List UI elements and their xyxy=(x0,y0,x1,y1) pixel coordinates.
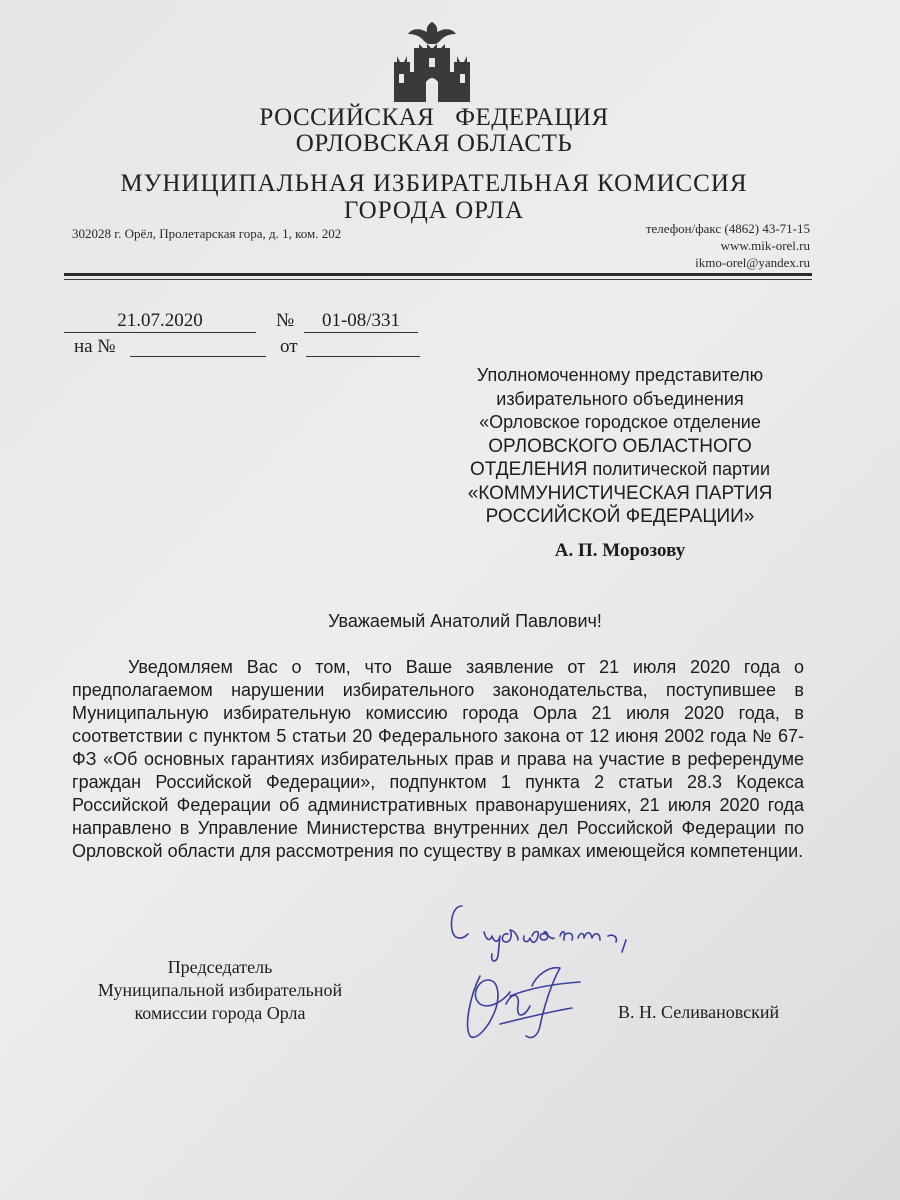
contact-website: www.mik-orel.ru xyxy=(720,238,810,253)
recipient-name: А. П. Морозову xyxy=(554,540,686,561)
letterhead-country: РОССИЙСКАЯ ФЕДЕРАЦИЯ xyxy=(259,104,609,131)
recipient-block xyxy=(440,364,800,529)
letterhead-contacts xyxy=(646,220,810,271)
from-label: от xyxy=(280,336,298,357)
recipient-line: РОССИЙСКОЙ ФЕДЕРАЦИИ» xyxy=(485,506,755,527)
signer-title xyxy=(70,956,370,1025)
recipient-line: ОРЛОВСКОГО ОБЛАСТНОГО xyxy=(488,435,752,457)
coat-of-arms-icon xyxy=(388,18,476,104)
registration-date: 21.07.2020 xyxy=(64,310,256,333)
recipient-line xyxy=(440,458,800,482)
recipient-line: избирательного объединения xyxy=(496,388,744,409)
from-blank xyxy=(306,336,420,357)
letterhead-city: ГОРОДА ОРЛА xyxy=(343,197,525,224)
letter-body: Уведомляем Вас о том, что Ваше заявление от 21 июля 2020 года о предполагаемом нарушении избирательного законодательства, поступившее в Муниципальную избирательную комиссию города Орла 21 июля 2020 года, в соответствии с пунктом 5 статьи 20 Федерального закона от 12 июня 2002 года № 67-ФЗ «Об основных гарантиях избирательных прав и права на участие в референдуме граждан Российской Федерации», подпунктом 1 пункта 2 статьи 28.3 Кодекса Российской Федерации об административных правонарушениях, 21 июля 2020 года направлено в Управление Министерства внутренних дел Российской Федерации по Орловской области для рассмотрения по существу в рамках имеющейся компетенции. xyxy=(72,657,804,861)
contact-phone: телефон/факс (4862) 43-71-15 xyxy=(645,221,810,236)
recipient-line: «Орловское городское отделение xyxy=(479,412,761,432)
reply-to-label: на № xyxy=(74,336,116,357)
letterhead-region: ОРЛОВСКАЯ ОБЛАСТЬ xyxy=(295,130,573,157)
letterhead-divider-thick xyxy=(64,273,812,276)
contact-email: ikmo-orel@yandex.ru xyxy=(695,255,810,270)
signer-title-line: Председатель xyxy=(167,957,273,977)
recipient-line-rest: политической партии xyxy=(587,459,771,479)
signer-title-line: комиссии города Орла xyxy=(134,1003,306,1023)
registration-number-symbol: № xyxy=(276,310,295,331)
handwritten-signature xyxy=(440,896,670,1056)
letterhead-commission: МУНИЦИПАЛЬНАЯ ИЗБИРАТЕЛЬНАЯ КОМИССИЯ xyxy=(120,170,748,197)
recipient-line-caps: ОТДЕЛЕНИЯ xyxy=(469,459,588,480)
salutation: Уважаемый Анатолий Павлович! xyxy=(328,611,602,631)
reply-to-blank xyxy=(130,336,266,357)
letterhead-address: 302028 г. Орёл, Пролетарская гора, д. 1, ком. 202 xyxy=(72,226,342,241)
recipient-line: «КОММУНИСТИЧЕСКАЯ ПАРТИЯ xyxy=(467,482,773,504)
recipient-line: Уполномоченному представителю xyxy=(476,365,764,385)
registration-number: 01-08/331 xyxy=(304,310,418,333)
letterhead-divider-thin xyxy=(64,279,812,280)
signer-name: В. Н. Селивановский xyxy=(618,1002,780,1022)
signer-title-line: Муниципальной избирательной xyxy=(97,980,343,1000)
